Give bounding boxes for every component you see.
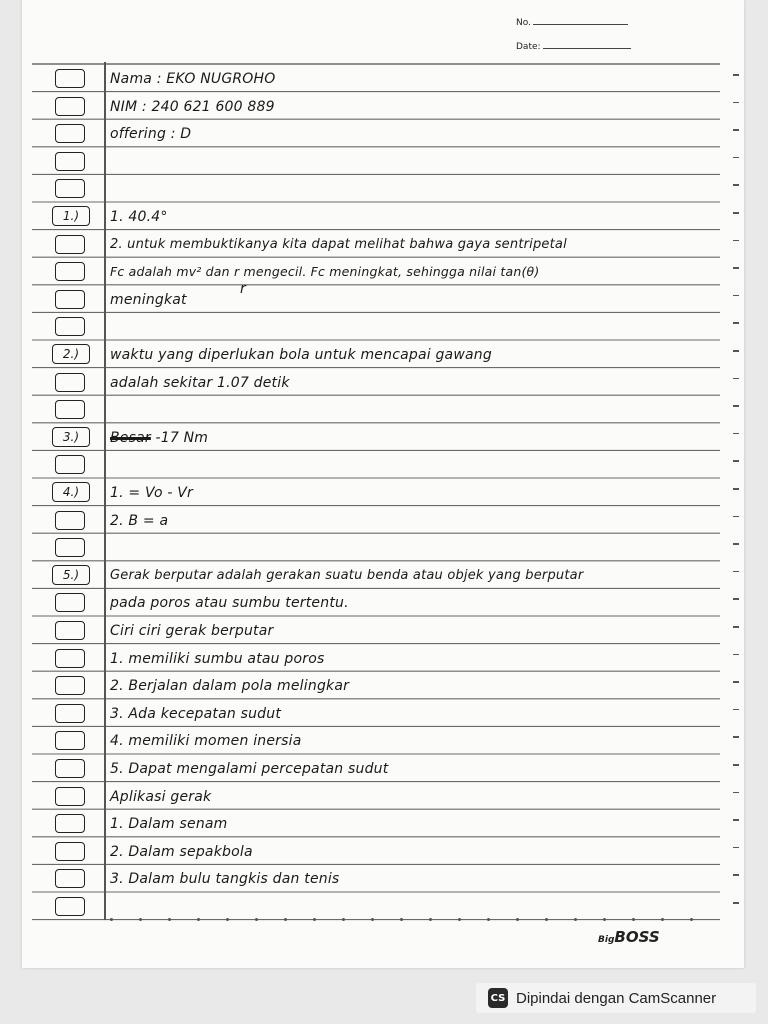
- dot: [545, 918, 548, 921]
- dot: [458, 918, 461, 921]
- handwritten-line: adalah sekitar 1.07 detik: [110, 374, 290, 391]
- checkbox-outline: [55, 179, 85, 198]
- edge-tick: [733, 792, 739, 794]
- edge-tick: [733, 74, 739, 76]
- edge-tick: [733, 157, 739, 159]
- handwritten-line: waktu yang diperlukan bola untuk mencapai gawang: [110, 347, 492, 363]
- camscanner-icon: CS: [488, 988, 508, 1008]
- checkbox-outline: [55, 290, 85, 309]
- answer-text: -17 Nm: [150, 429, 209, 446]
- checkbox-outline: [55, 235, 85, 254]
- margin-line: [104, 62, 106, 920]
- question-number: 2.): [52, 344, 90, 364]
- dot: [139, 918, 142, 921]
- edge-tick: [733, 819, 739, 821]
- checkbox-outline: [55, 869, 85, 888]
- edge-tick: [733, 322, 739, 324]
- handwritten-line: 2. B = a: [110, 512, 169, 529]
- edge-tick: [733, 543, 739, 545]
- dot: [487, 918, 490, 921]
- edge-tick: [733, 516, 739, 518]
- checkbox-outline: [55, 97, 85, 116]
- checkbox-outline: [55, 538, 85, 557]
- checkbox-outline: [55, 152, 85, 171]
- handwritten-line: 2. Berjalan dalam pola melingkar: [110, 678, 350, 695]
- edge-tick: [733, 488, 739, 490]
- checkbox-outline: [55, 400, 85, 419]
- question-number: 1.): [52, 206, 90, 226]
- handwritten-line: 3. Dalam bulu tangkis dan tenis: [110, 871, 340, 888]
- fraction-denominator: r: [240, 280, 246, 297]
- handwritten-line: Nama : EKO NUGROHO: [110, 71, 276, 87]
- handwritten-line: pada poros atau sumbu tertentu.: [110, 595, 349, 612]
- checkbox-outline: [55, 455, 85, 474]
- handwritten-line: offering : D: [110, 126, 192, 143]
- question-number: 4.): [52, 482, 90, 502]
- edge-tick: [733, 378, 739, 380]
- bottom-dots: [110, 918, 710, 922]
- edge-tick: [733, 571, 739, 573]
- handwritten-line: meningkat: [110, 291, 187, 308]
- dot: [342, 918, 345, 921]
- edge-tick: [733, 405, 739, 407]
- checkbox-outline: [55, 704, 85, 723]
- no-label: No.: [516, 18, 531, 28]
- handwritten-line: Ciri ciri gerak berputar: [110, 623, 274, 639]
- edge-tick: [733, 460, 739, 462]
- struck-word: Besar: [110, 429, 151, 446]
- question-number: 5.): [52, 565, 90, 585]
- dot: [429, 918, 432, 921]
- handwritten-line: [110, 430, 208, 446]
- edge-tick: [733, 102, 739, 104]
- dot: [371, 918, 374, 921]
- checkbox-outline: [55, 731, 85, 750]
- edge-tick: [733, 626, 739, 628]
- dot: [603, 918, 606, 921]
- date-label: Date:: [516, 42, 541, 52]
- dot: [110, 918, 113, 921]
- dot: [690, 918, 693, 921]
- dot: [226, 918, 229, 921]
- edge-tick: [733, 847, 739, 849]
- handwritten-line: Aplikasi gerak: [110, 788, 212, 805]
- dot: [255, 918, 258, 921]
- dot: [574, 918, 577, 921]
- edge-tick: [733, 184, 739, 186]
- dot: [632, 918, 635, 921]
- checkbox-outline: [55, 649, 85, 668]
- dot: [400, 918, 403, 921]
- checkbox-outline: [55, 373, 85, 392]
- checkbox-outline: [55, 759, 85, 778]
- edge-tick: [733, 874, 739, 876]
- brand-name: BOSS: [614, 928, 660, 946]
- edge-tick: [733, 212, 739, 214]
- edge-tick: [733, 764, 739, 766]
- question-number: 3.): [52, 427, 90, 447]
- checkbox-outline: [55, 511, 85, 530]
- handwritten-line: 3. Ada kecepatan sudut: [110, 705, 282, 722]
- edge-tick: [733, 129, 739, 131]
- edge-tick: [733, 267, 739, 269]
- handwritten-line: 4. memiliki momen inersia: [110, 733, 302, 750]
- edge-tick: [733, 295, 739, 297]
- dot: [516, 918, 519, 921]
- handwritten-line: 2. Dalam sepakbola: [110, 843, 253, 860]
- edge-tick: [733, 654, 739, 656]
- edge-tick: [733, 709, 739, 711]
- checkbox-outline: [55, 69, 85, 88]
- handwritten-line: 1. 40.4°: [110, 209, 168, 225]
- checkbox-outline: [55, 676, 85, 695]
- dot: [661, 918, 664, 921]
- checkbox-outline: [55, 842, 85, 861]
- edge-tick: [733, 598, 739, 600]
- checkbox-outline: [55, 593, 85, 612]
- edge-tick: [733, 902, 739, 904]
- handwritten-line: 2. untuk membuktikanya kita dapat melihat bahwa gaya sentripetal: [110, 236, 567, 252]
- handwritten-line: 1. Dalam senam: [110, 816, 228, 833]
- brand-prefix: Big: [598, 935, 615, 945]
- handwritten-line: Fc adalah mv² dan r mengecil. Fc meningkat, sehingga nilai tan(θ): [110, 264, 540, 280]
- edge-tick: [733, 240, 739, 242]
- checkbox-outline: [55, 787, 85, 806]
- edge-tick: [733, 681, 739, 683]
- checkbox-outline: [55, 262, 85, 281]
- handwritten-line: 5. Dapat mengalami percepatan sudut: [110, 761, 389, 777]
- checkbox-outline: [55, 317, 85, 336]
- camscanner-badge: [476, 983, 756, 1013]
- dot: [168, 918, 171, 921]
- checkbox-outline: [55, 897, 85, 916]
- handwritten-line: 1. memiliki sumbu atau poros: [110, 650, 325, 667]
- camscanner-label: Dipindai dengan CamScanner: [516, 989, 717, 1007]
- checkbox-outline: [55, 124, 85, 143]
- handwritten-line: Gerak berputar adalah gerakan suatu benda atau objek yang berputar: [110, 567, 584, 583]
- handwritten-line: 1. = Vo - Vr: [110, 485, 193, 501]
- edge-tick: [733, 350, 739, 352]
- dot: [313, 918, 316, 921]
- dot: [197, 918, 200, 921]
- edge-tick: [733, 736, 739, 738]
- brand-logo: [598, 928, 660, 946]
- checkbox-outline: [55, 621, 85, 640]
- dot: [284, 918, 287, 921]
- checkbox-outline: [55, 814, 85, 833]
- edge-tick: [733, 433, 739, 435]
- handwritten-line: NIM : 240 621 600 889: [110, 98, 275, 115]
